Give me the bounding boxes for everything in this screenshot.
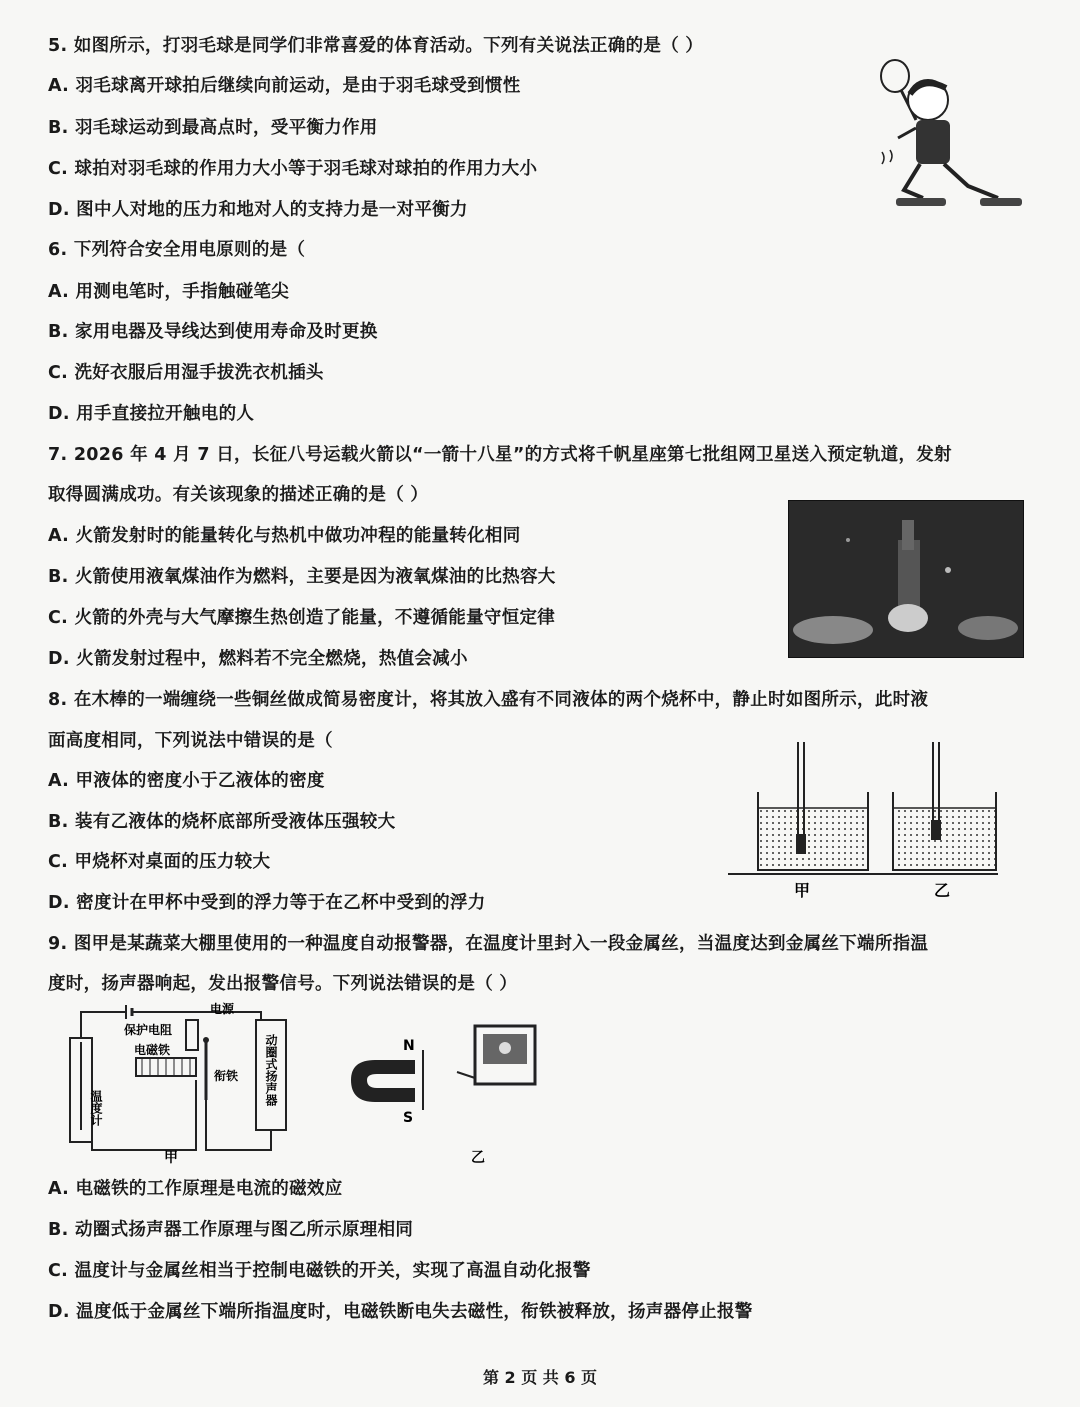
q5-option-d: D. 图中人对地的压力和地对人的支持力是一对平衡力 xyxy=(48,200,468,220)
q8-option-d: D. 密度计在甲杯中受到的浮力等于在乙杯中受到的浮力 xyxy=(48,893,486,913)
q7-option-b: B. 火箭使用液氧煤油作为燃料，主要是因为液氧煤油的比热容大 xyxy=(48,567,556,587)
q6-option-b: B. 家用电器及导线达到使用寿命及时更换 xyxy=(48,322,378,342)
q7-stem-line1: 7. 2026 年 4 月 7 日，长征八号运载火箭以“一箭十八星”的方式将千帆星座第七批组网卫星送入预定轨道，发射 xyxy=(48,445,952,465)
q9-stem-line2: 度时，扬声器响起，发出报警信号。下列说法错误的是（ ） xyxy=(48,974,518,994)
q5-option-b: B. 羽毛球运动到最高点时，受平衡力作用 xyxy=(48,118,378,138)
q9-option-c: C. 温度计与金属丝相当于控制电磁铁的开关，实现了高温自动化报警 xyxy=(48,1261,591,1281)
beaker-label-a: 甲 xyxy=(794,881,811,900)
q9-option-b: B. 动圈式扬声器工作原理与图乙所示原理相同 xyxy=(48,1220,414,1240)
circuit-label-armature: 衔铁 xyxy=(214,1069,239,1083)
q7-option-a: A. 火箭发射时的能量转化与热机中做功冲程的能量转化相同 xyxy=(48,526,521,546)
magnet-pole-s: S xyxy=(403,1110,414,1126)
magnet-speaker-figure xyxy=(345,1020,550,1165)
q6-option-d: D. 用手直接拉开触电的人 xyxy=(48,404,255,424)
magnet-pole-n: N xyxy=(403,1038,415,1054)
figure-label-a: 甲 xyxy=(164,1150,178,1165)
beaker-label-b: 乙 xyxy=(934,881,951,900)
q8-option-b: B. 装有乙液体的烧杯底部所受液体压强较大 xyxy=(48,812,396,832)
q6-option-a: A. 用测电笔时，手指触碰笔尖 xyxy=(48,282,290,302)
q9-stem-line1: 9. 图甲是某蔬菜大棚里使用的一种温度自动报警器，在温度计里封入一段金属丝，当温度达到金属丝下端所指温 xyxy=(48,934,929,954)
alarm-circuit-diagram xyxy=(56,1000,306,1165)
q9-option-d: D. 温度低于金属丝下端所指温度时，电磁铁断电失去磁性，衔铁被释放，扬声器停止报警 xyxy=(48,1302,753,1322)
q5-option-c: C. 球拍对羽毛球的作用力大小等于羽毛球对球拍的作用力大小 xyxy=(48,159,538,179)
q6-option-c: C. 洗好衣服后用湿手拔洗衣机插头 xyxy=(48,363,324,383)
q9-option-a: A. 电磁铁的工作原理是电流的磁效应 xyxy=(48,1179,343,1199)
q8-option-a: A. 甲液体的密度小于乙液体的密度 xyxy=(48,771,325,791)
badminton-player-figure xyxy=(868,58,1038,223)
page-footer: 第 2 页 共 6 页 xyxy=(482,1368,598,1387)
circuit-label-speaker: 动圈式扬声器 xyxy=(264,1034,278,1106)
circuit-label-power: 电源 xyxy=(210,1002,235,1016)
hydrometer-beakers-figure xyxy=(728,742,1008,902)
q7-stem-line2: 取得圆满成功。有关该现象的描述正确的是（ ） xyxy=(48,485,429,505)
q8-stem-line2: 面高度相同，下列说法中错误的是（ xyxy=(48,731,333,751)
q7-option-c: C. 火箭的外壳与大气摩擦生热创造了能量，不遵循能量守恒定律 xyxy=(48,608,556,628)
circuit-label-electromagnet: 电磁铁 xyxy=(134,1043,171,1057)
figure-label-b: 乙 xyxy=(471,1150,485,1165)
q8-stem-line1: 8. 在木棒的一端缠绕一些铜丝做成简易密度计，将其放入盛有不同液体的两个烧杯中，静止时如图所示，此时液 xyxy=(48,690,929,710)
circuit-label-thermometer: 温度计 xyxy=(89,1090,103,1126)
circuit-label-resistor: 保护电阻 xyxy=(124,1023,173,1037)
q8-option-c: C. 甲烧杯对桌面的压力较大 xyxy=(48,852,271,872)
q7-option-d: D. 火箭发射过程中，燃料若不完全燃烧，热值会减小 xyxy=(48,649,468,669)
q6-stem: 6. 下列符合安全用电原则的是（ xyxy=(48,240,306,260)
q5-stem: 5. 如图所示，打羽毛球是同学们非常喜爱的体育活动。下列有关说法正确的是（ ） xyxy=(48,36,704,56)
q5-option-a: A. 羽毛球离开球拍后继续向前运动，是由于羽毛球受到惯性 xyxy=(48,76,521,96)
rocket-launch-photo xyxy=(788,500,1024,658)
